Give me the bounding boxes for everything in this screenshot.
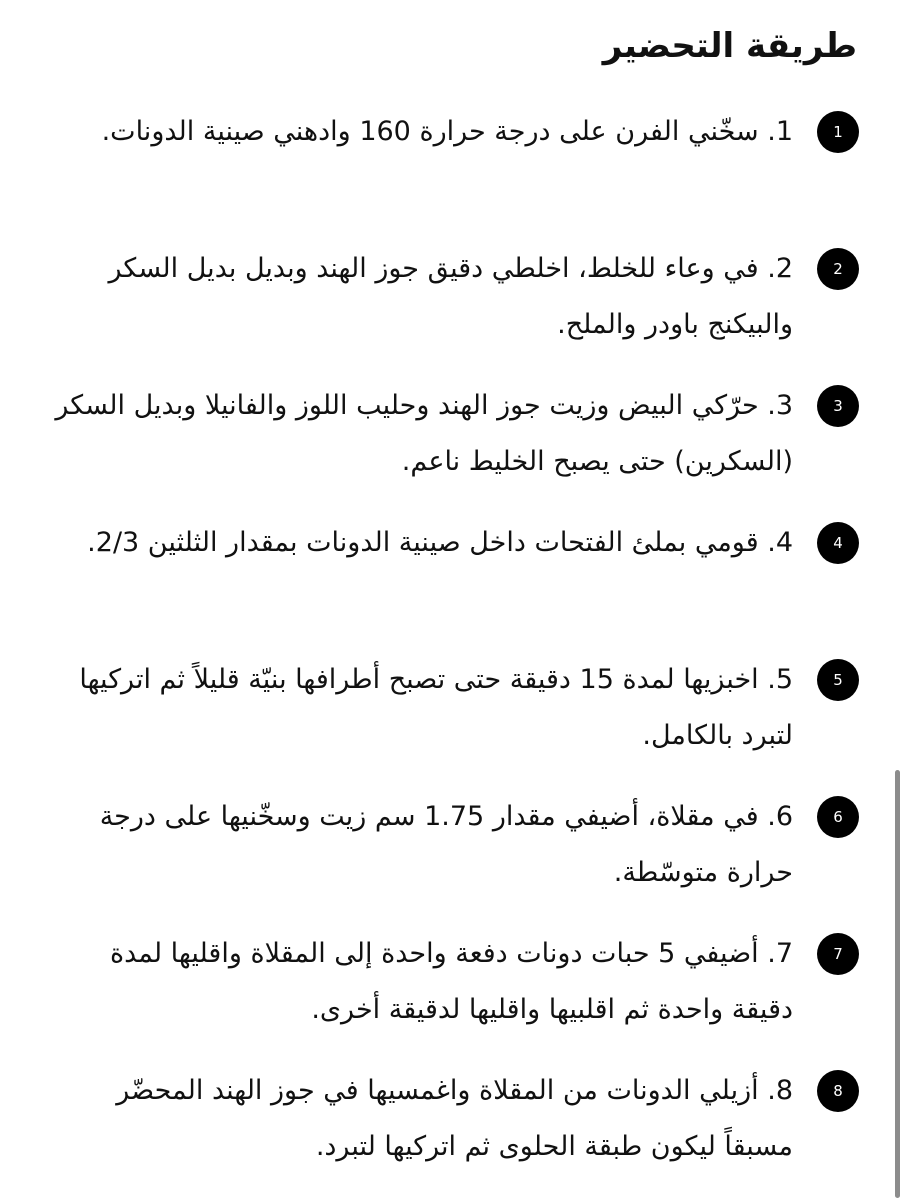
step-text: 6. في مقلاة، أضيفي مقدار 1.75 سم زيت وسخّنيها على درجة حرارة متوسّطة. bbox=[99, 801, 793, 888]
step-text: 2. في وعاء للخلط، اخلطي دقيق جوز الهند وبديل بديل السكر والبيكنج باودر والملح. bbox=[108, 253, 793, 340]
section-title: طريقة التحضير bbox=[602, 26, 857, 66]
step-item bbox=[0, 926, 903, 1063]
step-item bbox=[0, 789, 903, 926]
step-number-badge: 5 bbox=[817, 659, 859, 701]
step-number-badge: 8 bbox=[817, 1070, 859, 1112]
step-number-badge: 7 bbox=[817, 933, 859, 975]
step-item bbox=[0, 241, 903, 378]
step-item bbox=[0, 1063, 903, 1200]
step-text: 7. أضيفي 5 حبات دونات دفعة واحدة إلى المقلاة واقليها لمدة دقيقة واحدة ثم اقلبيها واقليها لدقيقة أخرى. bbox=[109, 938, 793, 1025]
step-number-badge: 3 bbox=[817, 385, 859, 427]
step-text: 8. أزيلي الدونات من المقلاة واغمسيها في جوز الهند المحضّر مسبقاً ليكون طبقة الحلوى ثم اتركيها لتبرد. bbox=[116, 1075, 793, 1162]
step-number-badge: 4 bbox=[817, 522, 859, 564]
step-text: 4. قومي بملئ الفتحات داخل صينية الدونات بمقدار الثلثين 2/3. bbox=[87, 527, 793, 558]
steps-list bbox=[0, 104, 903, 1200]
step-item bbox=[0, 104, 903, 241]
step-text: 3. حرّكي البيض وزيت جوز الهند وحليب اللوز والفانيلا وبديل السكر (السكرين) حتى يصبح الخليط ناعم. bbox=[55, 390, 793, 477]
step-item bbox=[0, 378, 903, 515]
step-item bbox=[0, 652, 903, 789]
step-text: 5. اخبزيها لمدة 15 دقيقة حتى تصبح أطرافها بنيّة قليلاً ثم اتركيها لتبرد بالكامل. bbox=[79, 664, 793, 751]
step-number-badge: 6 bbox=[817, 796, 859, 838]
step-number-badge: 2 bbox=[817, 248, 859, 290]
scrollbar-thumb[interactable] bbox=[895, 770, 900, 1198]
step-number-badge: 1 bbox=[817, 111, 859, 153]
step-text: 1. سخّني الفرن على درجة حرارة 160 وادهني صينية الدونات. bbox=[101, 116, 793, 147]
step-item bbox=[0, 515, 903, 652]
